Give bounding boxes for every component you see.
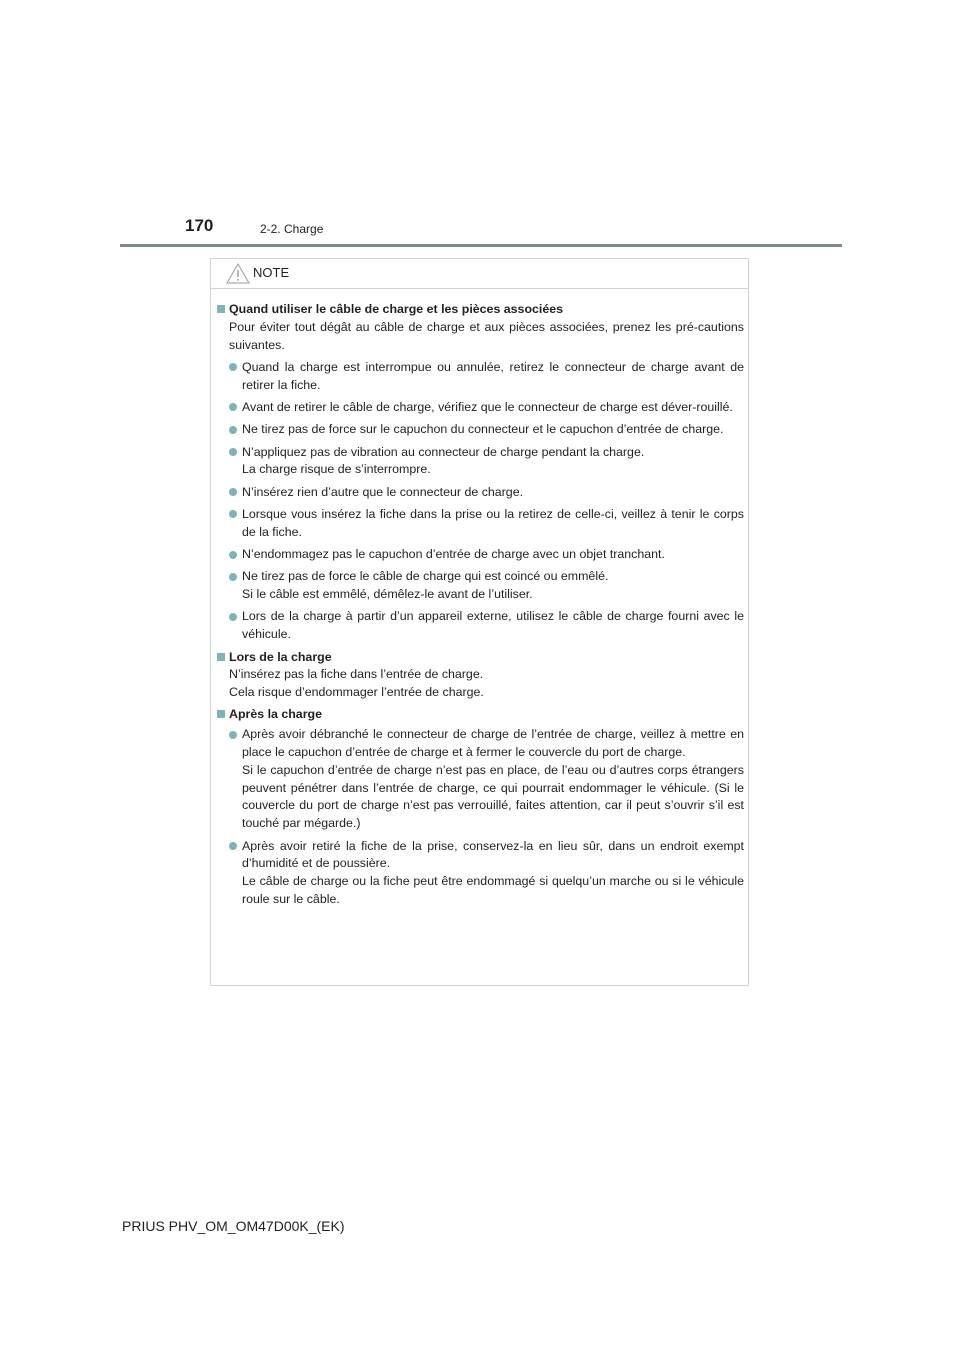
page-number: 170 xyxy=(185,216,214,235)
list-item-text: N’endommagez pas le capuchon d’entrée de charge avec un objet tranchant. xyxy=(242,547,665,562)
list-item xyxy=(217,421,744,439)
section-intro: Pour éviter tout dégât au câble de charge et aux pièces associées, prenez les pré-cautions suivantes. xyxy=(229,319,744,352)
section-heading xyxy=(217,706,744,724)
list-item xyxy=(217,444,744,480)
square-bullet-icon xyxy=(217,710,225,718)
list-item-text: Lorsque vous insérez la fiche dans la prise ou la retirez de celle-ci, veillez à tenir le corps de la fiche. xyxy=(242,506,744,539)
section-heading-text: Lors de la charge xyxy=(229,649,332,664)
list-item xyxy=(217,608,744,644)
section-heading xyxy=(217,301,744,319)
round-bullet-icon xyxy=(229,551,237,559)
note-box xyxy=(210,258,749,986)
square-bullet-icon xyxy=(217,305,225,313)
list-item-text: N’insérez rien d’autre que le connecteur de charge. xyxy=(242,484,524,499)
list-item xyxy=(217,546,744,564)
list-item-text: N’appliquez pas de vibration au connecteur de charge pendant la charge. La charge risque de s’interrompre. xyxy=(242,444,645,477)
round-bullet-icon xyxy=(229,426,237,434)
list-item xyxy=(217,726,744,833)
square-bullet-icon xyxy=(217,653,225,661)
note-label: NOTE xyxy=(253,265,290,280)
round-bullet-icon xyxy=(229,573,237,581)
list-item xyxy=(217,359,744,395)
list-item xyxy=(217,568,744,604)
list-item-text: Lors de la charge à partir d’un appareil externe, utilisez le câble de charge fourni avec le véhicule. xyxy=(242,609,744,642)
header-rule xyxy=(120,244,842,247)
round-bullet-icon xyxy=(229,613,237,621)
section-title: 2-2. Charge xyxy=(260,222,324,236)
round-bullet-icon xyxy=(229,363,237,371)
list-item xyxy=(217,506,744,542)
section-heading-text: Quand utiliser le câble de charge et les pièces associées xyxy=(229,302,564,316)
list-item-text: Après avoir retiré la fiche de la prise, conservez-la en lieu sûr, dans un endroit exempt d’humidité et de poussière. Le câble de charge ou la fiche peut être endommagé si quelqu’un marche ou si le véhicule roule sur le câble. xyxy=(242,838,744,906)
list-item xyxy=(217,484,744,502)
document-code: PRIUS PHV_OM_OM47D00K_(EK) xyxy=(122,1218,345,1234)
section-intro: N’insérez pas la fiche dans l’entrée de charge. Cela risque d’endommager l’entrée de charge. xyxy=(229,667,484,700)
section-heading-text: Après la charge xyxy=(229,707,322,722)
list-item xyxy=(217,838,744,909)
round-bullet-icon xyxy=(229,448,237,456)
note-header xyxy=(211,259,748,289)
round-bullet-icon xyxy=(229,403,237,411)
round-bullet-icon xyxy=(229,510,237,518)
round-bullet-icon xyxy=(229,731,237,739)
section-heading xyxy=(217,649,744,667)
list-item-text: Avant de retirer le câble de charge, vérifiez que le connecteur de charge est déver-rouillé. xyxy=(242,399,733,414)
list-item-text: Ne tirez pas de force sur le capuchon du connecteur et le capuchon d’entrée de charge. xyxy=(242,422,724,437)
note-body xyxy=(217,301,744,909)
list-item-text: Ne tirez pas de force le câble de charge qui est coincé ou emmêlé. Si le câble est emmêlé, démêlez-le avant de l’utiliser. xyxy=(242,569,609,602)
round-bullet-icon xyxy=(229,488,237,496)
round-bullet-icon xyxy=(229,842,237,850)
list-item-text: Après avoir débranché le connecteur de charge de l’entrée de charge, veillez à mettre en place le capuchon d’entrée de charge et à fermer le couvercle du port de charge. Si le capuchon d’entrée de charge n’est pas en place, de l’eau ou d’autres corps étrangers peuvent pénétrer dans l’entrée de charge, ce qui pourrait endommager le véhicule. (Si le couvercle du port de charge n’est pas verrouillé, faites attention, car il peut s’ouvrir s’il est touché par mégarde.) xyxy=(242,727,744,831)
list-item xyxy=(217,399,744,417)
warning-triangle-icon xyxy=(226,263,250,284)
list-item-text: Quand la charge est interrompue ou annulée, retirez le connecteur de charge avant de retirer la fiche. xyxy=(242,359,744,392)
